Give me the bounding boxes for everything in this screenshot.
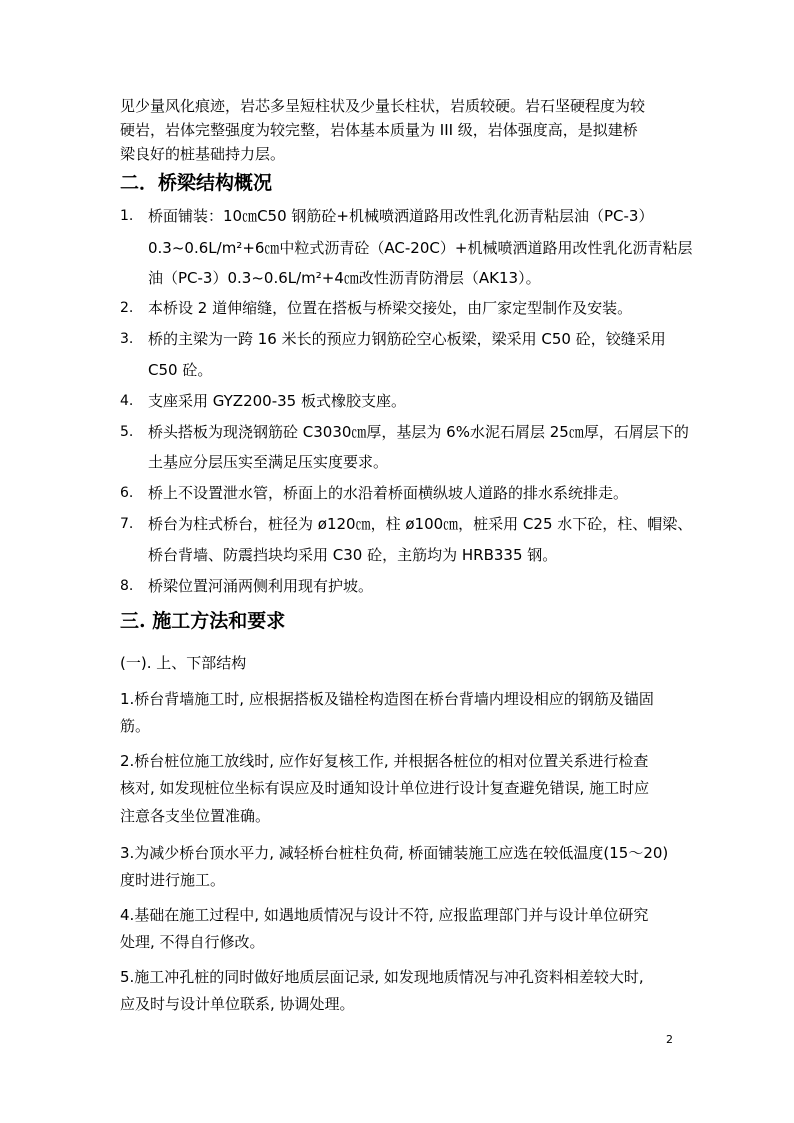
list-number: 1. (120, 208, 134, 224)
section-heading: 二．桥梁结构概况 (120, 172, 273, 194)
list-item-line: 桥台为柱式桥台，桩径为 ø120㎝，柱 ø100㎝，桩采用 C25 水下砼，柱、帽梁、 (148, 515, 693, 533)
subsection-heading: (一). 上、下部结构 (120, 654, 247, 672)
paragraph-line: 3.为减少桥台顶水平力, 减轻桥台桩柱负荷, 桥面铺装施工应选在较低温度(15～20) (120, 844, 669, 862)
list-item-line: 桥面铺装：10㎝C50 钢筋砼+机械喷洒道路用改性乳化沥青粘层油（PC-3） (148, 207, 654, 225)
paragraph-line: 注意各支坐位置准确。 (120, 807, 271, 825)
list-number: 5. (120, 424, 134, 440)
list-item-line: 桥上不设置泄水管，桥面上的水沿着桥面横纵坡人道路的排水系统排走。 (148, 484, 629, 502)
list-item-line: 油（PC-3）0.3~0.6L/m²+4㎝改性沥青防滑层（AK13）。 (148, 269, 541, 287)
list-item-line: 桥梁位置河涌两侧利用现有护坡。 (148, 577, 374, 595)
list-item-line: C50 砼。 (148, 361, 213, 379)
intro-line: 见少量风化痕迹，岩芯多呈短柱状及少量长柱状，岩质较硬。岩石坚硬程度为较 (120, 97, 646, 115)
intro-line: 梁良好的桩基础持力层。 (120, 145, 286, 163)
list-item-line: 0.3~0.6L/m²+6㎝中粒式沥青砼（AC-20C）+机械喷洒道路用改性乳化沥青粘层 (148, 239, 693, 257)
list-number: 6. (120, 485, 134, 501)
paragraph-line: 5.施工冲孔桩的同时做好地质层面记录, 如发现地质情况与冲孔资料相差较大时, (120, 968, 644, 986)
list-number: 2. (120, 300, 134, 316)
list-item-line: 桥头搭板为现浇钢筋砼 C3030㎝厚，基层为 6%水泥石屑层 25㎝厚，石屑层下的 (148, 423, 689, 441)
paragraph-line: 2.桥台桩位施工放线时, 应作好复核工作, 并根据各桩位的相对位置关系进行检查 (120, 752, 649, 770)
paragraph-line: 应及时与设计单位联系, 协调处理。 (120, 995, 355, 1013)
list-number: 3. (120, 331, 134, 347)
intro-line: 硬岩，岩体完整强度为较完整，岩体基本质量为 III 级，岩体强度高，是拟建桥 (120, 121, 638, 139)
list-item-line: 本桥设 2 道伸缩缝，位置在搭板与桥梁交接处，由厂家定型制作及安装。 (148, 299, 633, 317)
list-number: 7. (120, 516, 134, 532)
list-item-line: 桥的主梁为一跨 16 米长的预应力钢筋砼空心板梁，梁采用 C50 砼，铰缝采用 (148, 330, 666, 348)
list-number: 8. (120, 578, 134, 594)
page-number: 2 (666, 1033, 673, 1046)
list-item-line: 桥台背墙、防震挡块均采用 C30 砼，主筋均为 HRB335 钢。 (148, 546, 558, 564)
section-heading: 三. 施工方法和要求 (120, 610, 286, 632)
paragraph-line: 1.桥台背墙施工时, 应根据搭板及锚栓构造图在桥台背墙内埋设相应的钢筋及锚固 (120, 690, 654, 708)
paragraph-line: 4.基础在施工过程中, 如遇地质情况与设计不符, 应报监理部门并与设计单位研究 (120, 906, 649, 924)
list-item-line: 支座采用 GYZ200-35 板式橡胶支座。 (148, 392, 406, 410)
paragraph-line: 处理, 不得自行修改。 (120, 933, 265, 951)
paragraph-line: 核对, 如发现桩位坐标有误应及时通知设计单位进行设计复查避免错误, 施工时应 (120, 779, 650, 797)
paragraph-line: 筋。 (120, 717, 151, 735)
paragraph-line: 度时进行施工。 (120, 871, 226, 889)
list-number: 4. (120, 393, 134, 409)
list-item-line: 土基应分层压实至满足压实度要求。 (148, 453, 389, 471)
